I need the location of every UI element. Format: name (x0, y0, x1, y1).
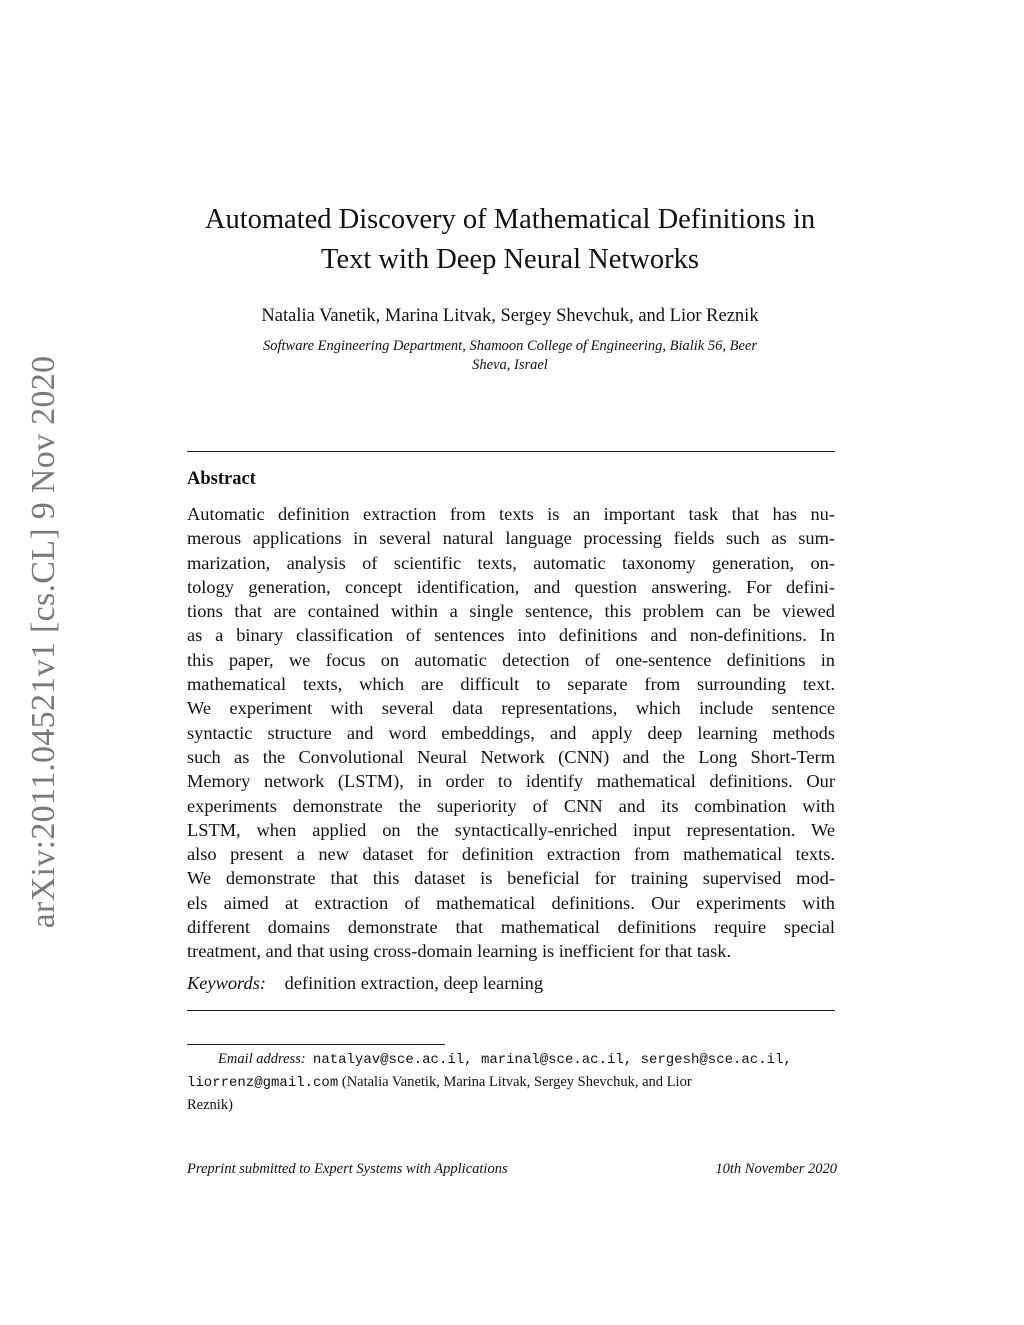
affiliation (200, 337, 820, 375)
abstract-line: treatment, and that using cross-domain learning is inefficient for that task. (187, 941, 732, 962)
abstract-bottom-rule (187, 1010, 835, 1011)
footnote (187, 1048, 837, 1116)
keywords (187, 971, 835, 995)
abstract-line: also present a new dataset for definition extraction from mathematical texts. (187, 844, 835, 865)
abstract-line: experiments demonstrate the superiority of CNN and its combination with (187, 795, 835, 816)
affiliation-line-1: Software Engineering Department, Shamoon College of Engineering, Bialik 56, Beer (263, 338, 757, 354)
footnote-line (187, 1048, 837, 1071)
arxiv-stamp: arXiv:2011.04521v1 [cs.CL] 9 Nov 2020 (25, 355, 62, 929)
email-label: Email address: (218, 1051, 306, 1067)
keywords-value: definition extraction, deep learning (284, 973, 544, 993)
title-line-1: Automated Discovery of Mathematical Definitions in (204, 204, 816, 235)
paper-title (160, 200, 860, 280)
abstract-line: LSTM, when applied on the syntactically-enriched input representation. We (187, 819, 835, 840)
abstract-body (187, 502, 835, 964)
footnote-line: Reznik) (187, 1097, 233, 1113)
affiliation-line-2: Sheva, Israel (472, 357, 548, 373)
abstract-line: marization, analysis of scientific texts, automatic taxonomy generation, on- (187, 552, 835, 573)
abstract-line: different domains demonstrate that mathematical definitions require special (187, 917, 835, 938)
abstract-line: such as the Convolutional Neural Network (CNN) and the Long Short-Term (187, 746, 835, 767)
abstract-heading: Abstract (187, 469, 256, 489)
author-list: Natalia Vanetik, Marina Litvak, Sergey Shevchuk, and Lior Reznik (261, 306, 759, 326)
abstract-line: this paper, we focus on automatic detection of one-sentence definitions in (187, 649, 835, 670)
abstract-line: We demonstrate that this dataset is beneficial for training supervised mod- (187, 868, 835, 889)
author-names: (Natalia Vanetik, Marina Litvak, Sergey Shevchuk, and Lior (338, 1074, 692, 1090)
abstract-line: syntactic structure and word embeddings, and apply deep learning methods (187, 722, 835, 743)
footnote-rule (187, 1044, 445, 1045)
footnote-line (187, 1071, 837, 1094)
keywords-label: Keywords: (187, 973, 267, 993)
preprint-venue: Preprint submitted to Expert Systems with Applications (187, 1161, 508, 1177)
abstract-line: els aimed at extraction of mathematical definitions. Our experiments with (187, 892, 835, 913)
preprint-date: 10th November 2020 (715, 1161, 837, 1177)
abstract-line: as a binary classification of sentences into definitions and non-definitions. In (187, 625, 835, 646)
abstract-line: Memory network (LSTM), in order to identify mathematical definitions. Our (187, 771, 835, 792)
title-line-2: Text with Deep Neural Networks (321, 244, 699, 275)
abstract-top-rule (187, 451, 835, 452)
abstract-line: We experiment with several data representations, which include sentence (187, 698, 835, 719)
email-list-continued: liorrenz@gmail.com (187, 1075, 339, 1091)
abstract-line: tology generation, concept identification, and question answering. For defini- (187, 576, 835, 597)
email-list: natalyav@sce.ac.il, marinal@sce.ac.il, sergesh@sce.ac.il, (312, 1052, 792, 1068)
abstract-line: merous applications in several natural language processing fields such as sum- (187, 528, 835, 549)
abstract-line: mathematical texts, which are difficult to separate from surrounding text. (187, 674, 835, 695)
abstract-line: tions that are contained within a single sentence, this problem can be viewed (187, 601, 835, 622)
abstract-line: Automatic definition extraction from texts is an important task that has nu- (187, 504, 835, 524)
